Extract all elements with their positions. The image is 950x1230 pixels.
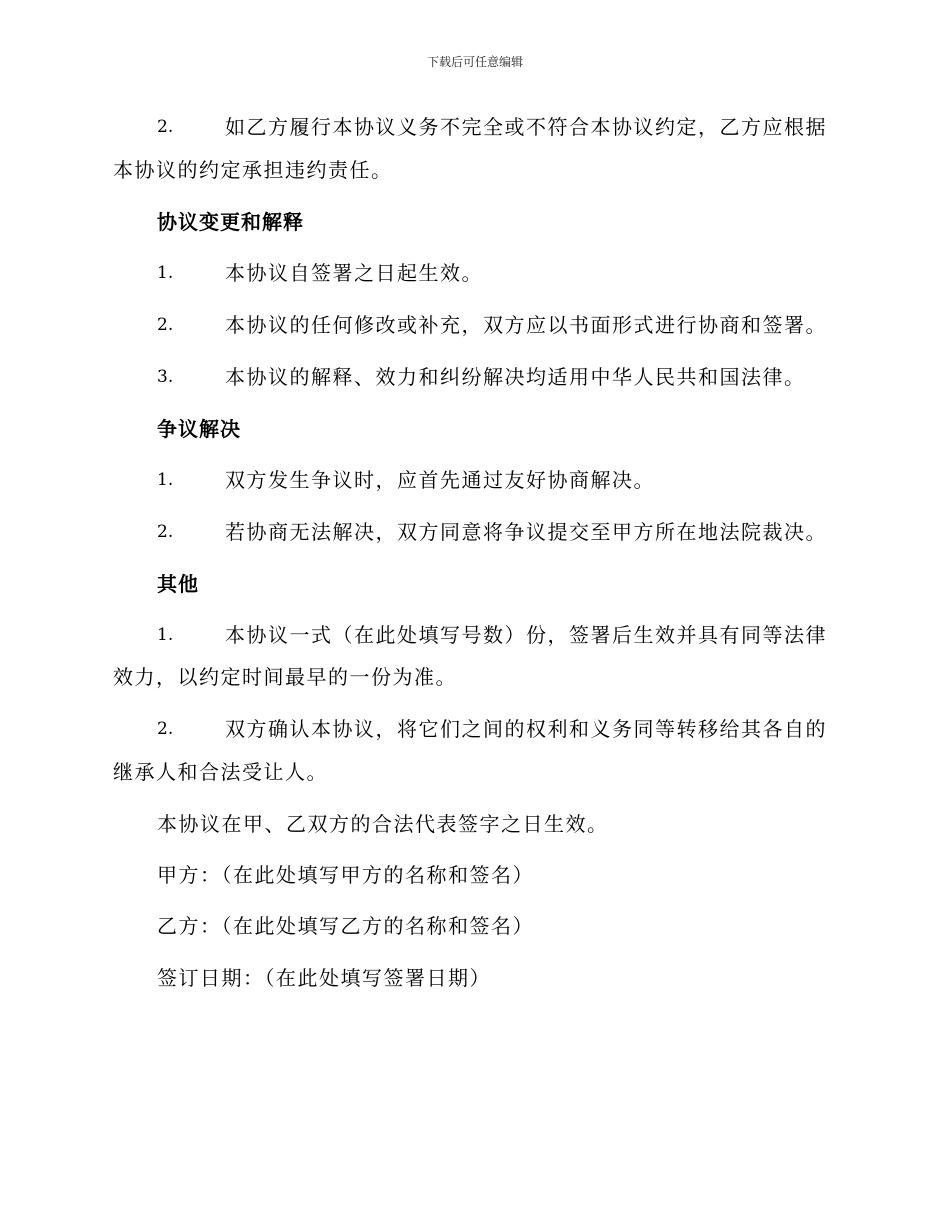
item-text-continuation: 本协议的约定承担违约责任。 <box>113 158 393 182</box>
item-text: 如乙方履行本协议义务不完全或不符合本协议约定，乙方应根据 <box>225 115 827 139</box>
party-b-signature-line: 乙方：（在此处填写乙方的名称和签名） <box>157 914 534 938</box>
item-text: 本协议一式（在此处填写号数）份，签署后生效并具有同等法律 <box>225 623 827 647</box>
item-text-continuation: 效力，以约定时间最早的一份为准。 <box>113 665 457 689</box>
item-number: 1. <box>157 263 174 283</box>
item-number: 2. <box>157 315 174 335</box>
section-heading-amendment: 协议变更和解释 <box>157 210 304 234</box>
item-text: 双方发生争议时，应首先通过友好协商解决。 <box>225 468 655 492</box>
item-number: 2. <box>157 719 174 739</box>
item-number: 3. <box>157 367 174 387</box>
sign-date-line: 签订日期：（在此处填写签署日期） <box>157 966 491 990</box>
section-heading-dispute: 争议解决 <box>157 417 241 441</box>
section-heading-other: 其他 <box>157 572 199 596</box>
item-text: 双方确认本协议，将它们之间的权利和义务同等转移给其各自的 <box>225 717 827 741</box>
item-number: 2. <box>157 117 174 137</box>
effective-clause: 本协议在甲、乙双方的合法代表签字之日生效。 <box>157 812 609 836</box>
page-header: 下载后可任意编辑 <box>426 55 523 69</box>
item-text: 若协商无法解决，双方同意将争议提交至甲方所在地法院裁决。 <box>225 520 827 544</box>
item-text: 本协议的解释、效力和纠纷解决均适用中华人民共和国法律。 <box>225 365 806 389</box>
item-number: 1. <box>157 470 174 490</box>
item-text: 本协议自签署之日起生效。 <box>225 261 483 285</box>
item-number: 2. <box>157 522 174 542</box>
item-text: 本协议的任何修改或补充，双方应以书面形式进行协商和签署。 <box>225 313 827 337</box>
party-a-signature-line: 甲方：（在此处填写甲方的名称和签名） <box>157 863 534 887</box>
item-number: 1. <box>157 625 174 645</box>
item-text-continuation: 继承人和合法受让人。 <box>113 760 328 784</box>
